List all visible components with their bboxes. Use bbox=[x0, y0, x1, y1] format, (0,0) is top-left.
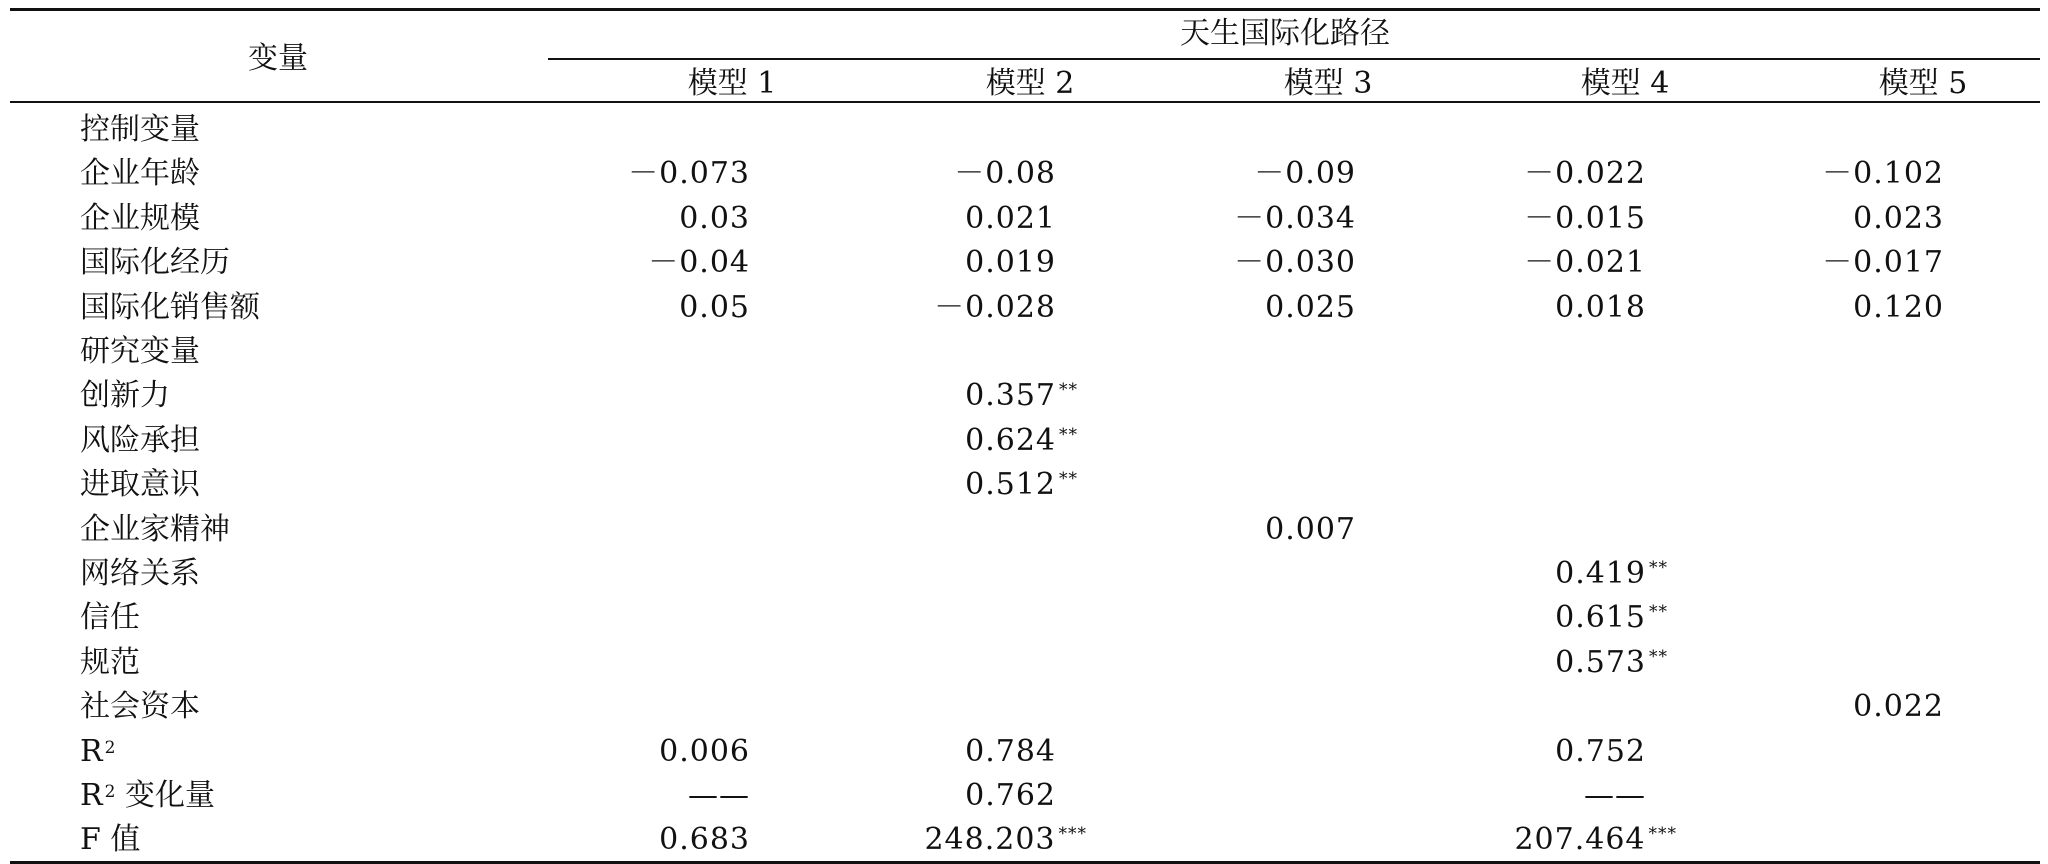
header-model-3: 模型 3 bbox=[1283, 66, 1373, 101]
header-variable: 变量 bbox=[248, 41, 308, 76]
row-label: 控制变量 bbox=[80, 112, 200, 147]
table-cell: －0.08 bbox=[954, 156, 1056, 192]
table-cell: 0.357 ** bbox=[965, 378, 1078, 414]
row-label: 企业规模 bbox=[80, 200, 200, 236]
table-cell: 0.021 bbox=[965, 200, 1056, 236]
table-cell: 207.464 *** bbox=[1514, 822, 1677, 858]
table-cell: 0.512 ** bbox=[965, 467, 1078, 503]
table-cell: 0.018 bbox=[1555, 289, 1646, 325]
table-cell: —— bbox=[688, 778, 750, 813]
table-cell: 0.752 bbox=[1555, 733, 1646, 769]
table-cell: －0.034 bbox=[1234, 200, 1356, 236]
header-model-2: 模型 2 bbox=[985, 66, 1075, 101]
table-cell: －0.015 bbox=[1524, 200, 1646, 236]
table-cell: 248.203 *** bbox=[924, 822, 1087, 858]
table-cell: －0.04 bbox=[648, 245, 750, 281]
table-cell: －0.073 bbox=[628, 156, 750, 192]
row-label: F 值 bbox=[80, 822, 141, 858]
significance-mark: ** bbox=[1059, 380, 1078, 401]
significance-mark: *** bbox=[1058, 824, 1087, 845]
table-cell: －0.021 bbox=[1524, 245, 1646, 281]
table-top-rule bbox=[10, 8, 2040, 11]
row-label: 规范 bbox=[80, 644, 140, 680]
table-cell: －0.028 bbox=[934, 289, 1056, 325]
significance-mark: ** bbox=[1059, 424, 1078, 445]
table-cell: －0.102 bbox=[1822, 156, 1944, 192]
row-label: 网络关系 bbox=[80, 556, 200, 591]
row-label: 研究变量 bbox=[80, 334, 200, 369]
row-label: 企业家精神 bbox=[80, 511, 230, 547]
table-cell: 0.120 bbox=[1853, 289, 1944, 325]
table-cell: －0.030 bbox=[1234, 245, 1356, 281]
header-model-1: 模型 1 bbox=[687, 66, 777, 101]
row-label: 风险承担 bbox=[80, 422, 200, 458]
row-label: 创新力 bbox=[80, 378, 170, 414]
header-group: 天生国际化路径 bbox=[1180, 16, 1390, 51]
table-cell: —— bbox=[1584, 778, 1646, 813]
table-cell: －0.017 bbox=[1822, 245, 1944, 281]
table-cell: 0.006 bbox=[659, 733, 750, 769]
header-model-5: 模型 5 bbox=[1878, 66, 1968, 101]
table-cell: －0.022 bbox=[1524, 156, 1646, 192]
table-cell: 0.419 ** bbox=[1555, 556, 1668, 591]
table-cell: 0.025 bbox=[1265, 289, 1356, 325]
group-underline bbox=[548, 58, 2040, 60]
significance-mark: ** bbox=[1649, 646, 1668, 667]
table-cell: 0.022 bbox=[1853, 689, 1944, 725]
row-label: 国际化经历 bbox=[80, 245, 230, 281]
table-cell: 0.007 bbox=[1265, 511, 1356, 547]
row-label: R $^2$ bbox=[80, 733, 116, 769]
table-cell: 0.023 bbox=[1853, 200, 1944, 236]
row-label: 企业年龄 bbox=[80, 156, 200, 192]
significance-mark: ** bbox=[1649, 602, 1668, 623]
header-model-4: 模型 4 bbox=[1580, 66, 1670, 101]
row-label: 信任 bbox=[80, 600, 140, 636]
table-cell: －0.09 bbox=[1254, 156, 1356, 192]
table-cell: 0.615 ** bbox=[1555, 600, 1668, 636]
row-label: R $^2$ 变化量 bbox=[80, 778, 215, 813]
table-cell: 0.624 ** bbox=[965, 422, 1078, 458]
table-cell: 0.05 bbox=[679, 289, 750, 325]
table-cell: 0.573 ** bbox=[1555, 644, 1668, 680]
table-cell: 0.784 bbox=[965, 733, 1056, 769]
table-cell: 0.762 bbox=[965, 778, 1056, 813]
significance-mark: ** bbox=[1649, 558, 1668, 578]
header-rule bbox=[10, 101, 2040, 103]
row-label: 进取意识 bbox=[80, 467, 200, 503]
row-label: 国际化销售额 bbox=[80, 289, 260, 325]
significance-mark: ** bbox=[1059, 469, 1078, 490]
significance-mark: *** bbox=[1648, 824, 1677, 845]
table-cell: 0.03 bbox=[679, 200, 750, 236]
table-cell: 0.683 bbox=[659, 822, 750, 858]
row-label: 社会资本 bbox=[80, 689, 200, 725]
table-cell: 0.019 bbox=[965, 245, 1056, 281]
